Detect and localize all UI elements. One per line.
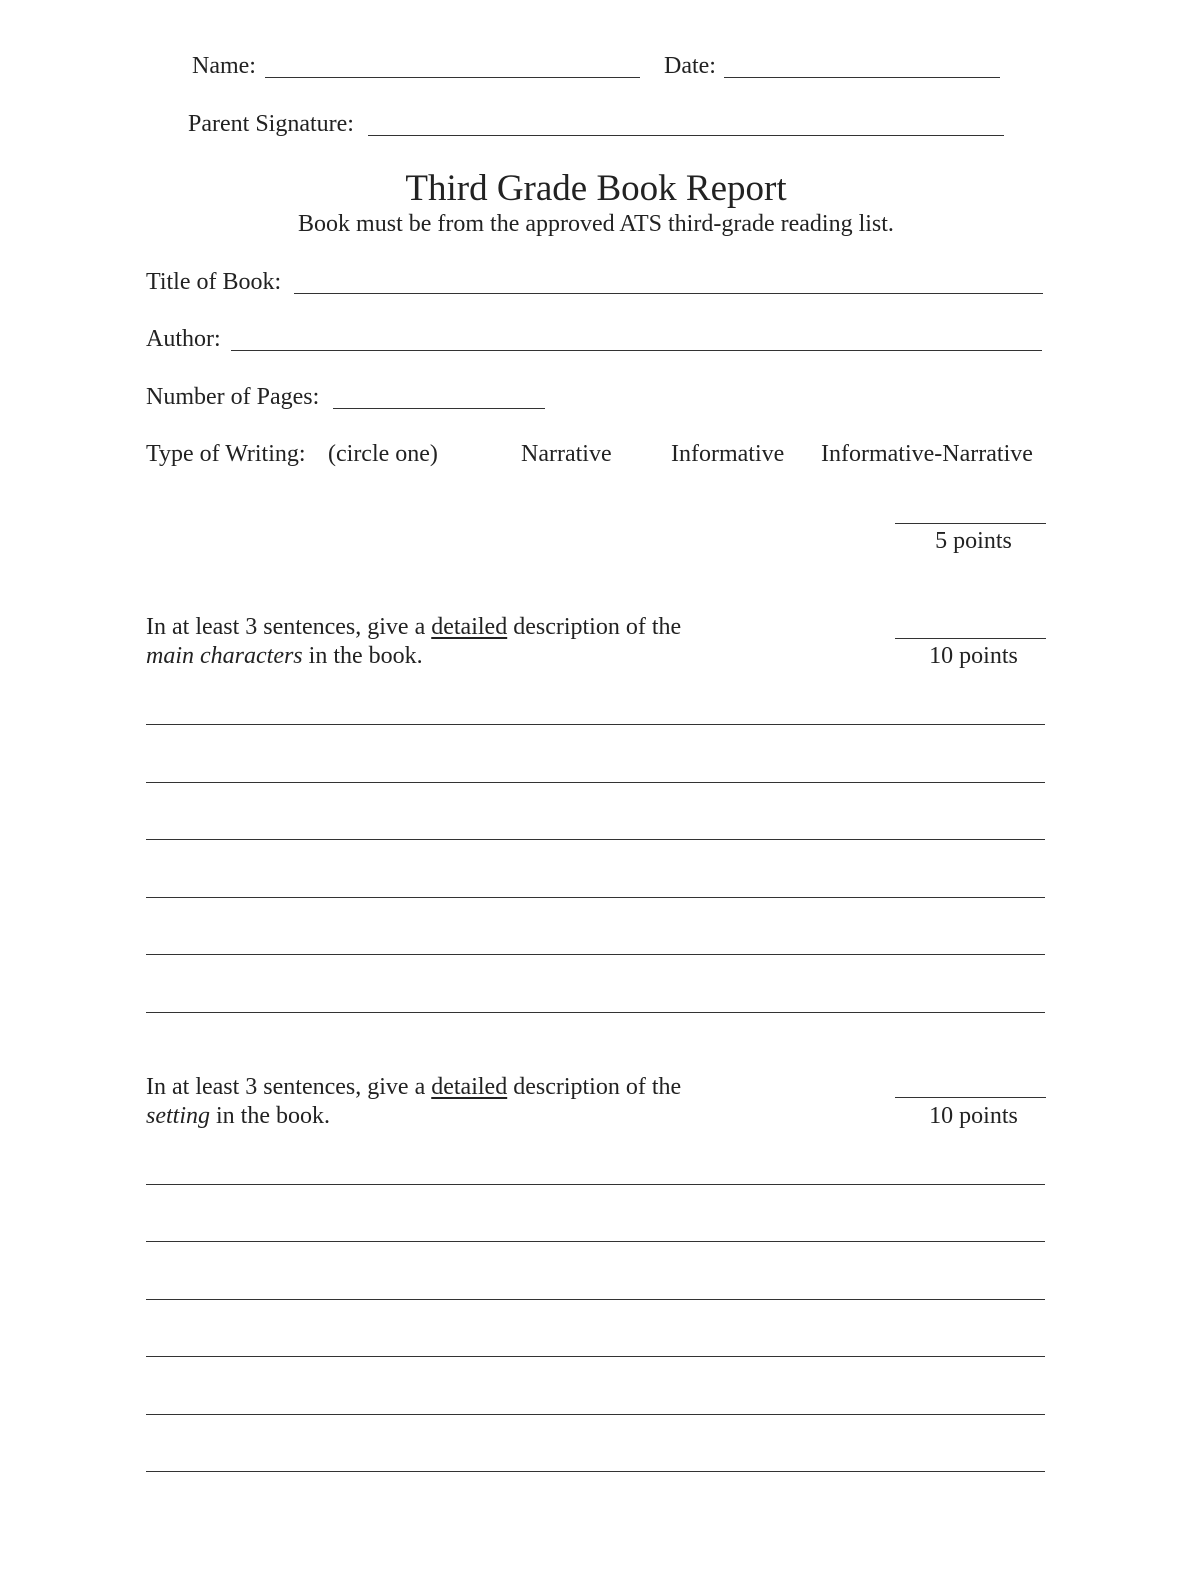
characters-prompt: In at least 3 sentences, give a detailed description of the (146, 614, 682, 640)
book-title-field[interactable] (294, 293, 1043, 294)
author-field[interactable] (231, 350, 1042, 351)
setting-answer-line[interactable] (146, 1241, 1045, 1242)
setting-points: 10 points (929, 1103, 1018, 1129)
setting-answer-line[interactable] (146, 1299, 1045, 1300)
setting-score-field[interactable] (895, 1097, 1046, 1098)
document-title: Third Grade Book Report (405, 168, 787, 209)
date-field[interactable] (724, 77, 1000, 78)
type-option-informative-narrative[interactable]: Informative-Narrative (821, 441, 1033, 467)
pages-field[interactable] (333, 408, 545, 409)
book-info-points: 5 points (935, 528, 1012, 554)
name-field[interactable] (265, 77, 640, 78)
characters-answer-line[interactable] (146, 1012, 1045, 1013)
pages-label: Number of Pages: (146, 384, 320, 410)
name-label: Name: (192, 53, 256, 79)
characters-points: 10 points (929, 643, 1018, 669)
characters-focus: main characters in the book. (146, 643, 423, 669)
parent-signature-field[interactable] (368, 135, 1004, 136)
characters-answer-line[interactable] (146, 839, 1045, 840)
characters-answer-line[interactable] (146, 897, 1045, 898)
setting-prompt: In at least 3 sentences, give a detailed description of the (146, 1074, 682, 1100)
setting-answer-line[interactable] (146, 1356, 1045, 1357)
setting-answer-line[interactable] (146, 1414, 1045, 1415)
type-option-informative[interactable]: Informative (671, 441, 785, 467)
type-option-narrative[interactable]: Narrative (521, 441, 612, 467)
book-info-score-field[interactable] (895, 523, 1046, 524)
type-instruction: (circle one) (328, 441, 438, 467)
characters-answer-line[interactable] (146, 954, 1045, 955)
parent-signature-label: Parent Signature: (188, 111, 354, 137)
book-title-label: Title of Book: (146, 269, 282, 295)
setting-answer-line[interactable] (146, 1184, 1045, 1185)
type-label: Type of Writing: (146, 441, 306, 467)
characters-answer-line[interactable] (146, 782, 1045, 783)
author-label: Author: (146, 326, 221, 352)
characters-answer-line[interactable] (146, 724, 1045, 725)
characters-score-field[interactable] (895, 638, 1046, 639)
setting-answer-line[interactable] (146, 1471, 1045, 1472)
document-subtitle: Book must be from the approved ATS third-grade reading list. (298, 211, 894, 237)
setting-focus: setting in the book. (146, 1103, 330, 1129)
date-label: Date: (664, 53, 716, 79)
